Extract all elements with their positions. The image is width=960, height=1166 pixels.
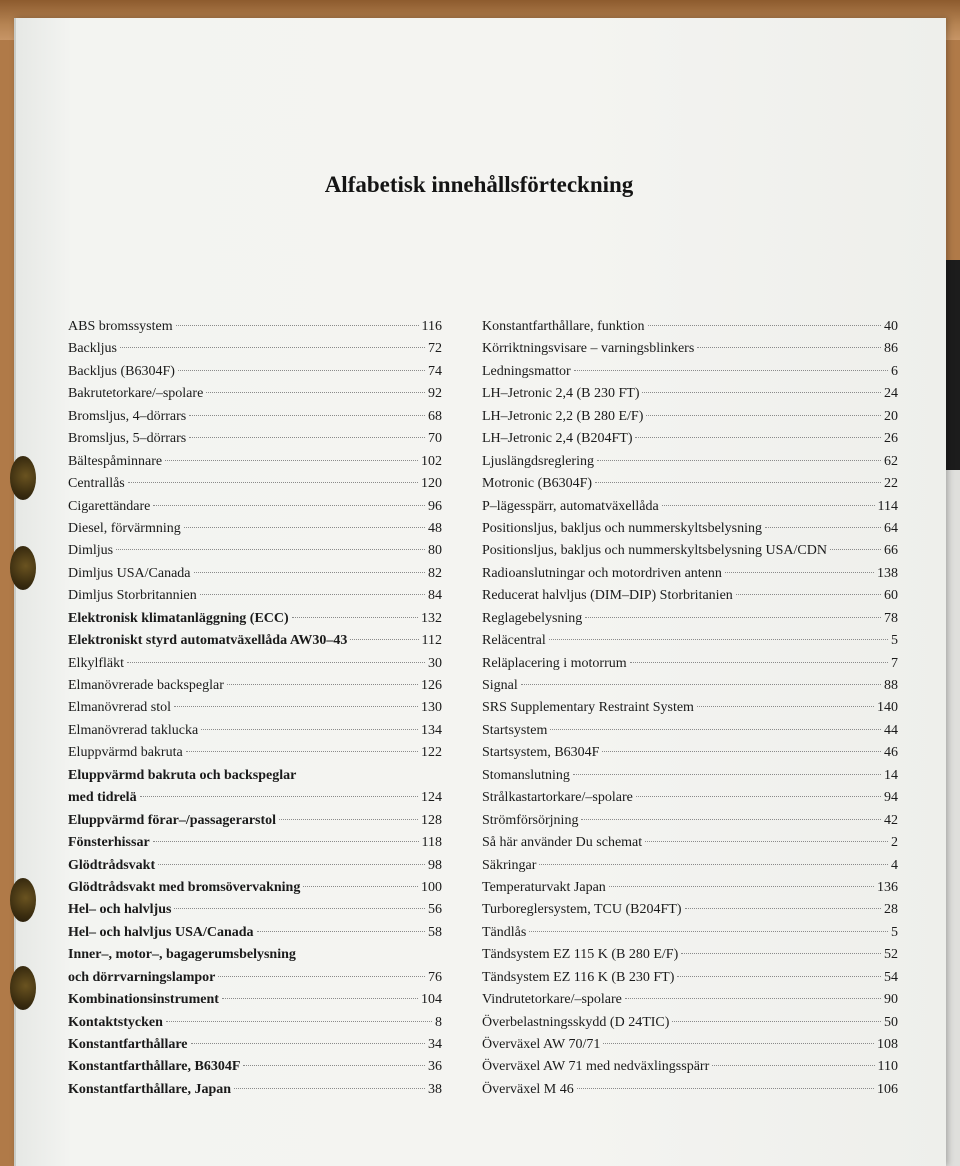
index-entry — [482, 832, 898, 854]
index-entry-label: Bältespåminnare — [68, 453, 163, 469]
dot-leader — [529, 931, 888, 932]
index-entry — [68, 989, 442, 1011]
index-entry — [482, 787, 898, 809]
index-entry-label: Turboreglersystem, TCU (B204FT) — [482, 902, 682, 918]
index-entry-label: Elektronisk klimatanläggning (ECC) — [68, 610, 289, 626]
index-entry — [482, 473, 898, 495]
dot-leader — [574, 370, 888, 371]
index-entry-label: Tändlås — [482, 924, 527, 940]
index-entry-page-number: 112 — [421, 633, 442, 649]
dot-leader — [642, 392, 881, 393]
index-entry-label: Reducerat halvljus (DIM–DIP) Storbritanien — [482, 588, 733, 604]
index-entry-page-number: 60 — [884, 588, 898, 604]
index-entry-label: Konstantfarthållare, funktion — [482, 319, 645, 334]
dot-leader — [630, 662, 888, 663]
index-entry — [68, 496, 442, 518]
index-entry-page-number: 44 — [884, 722, 898, 738]
index-entry — [482, 742, 898, 764]
dot-leader — [174, 908, 425, 909]
index-entry-page-number: 28 — [884, 902, 898, 918]
index-entry-page-number: 6 — [891, 363, 898, 379]
index-column-right — [482, 316, 898, 1101]
binder-ring-hole — [10, 546, 36, 590]
index-entry-page-number: 116 — [421, 319, 442, 334]
dot-leader — [602, 751, 881, 752]
dot-leader — [194, 572, 426, 573]
index-entry-page-number: 138 — [877, 565, 898, 581]
index-entry-page-number: 70 — [428, 431, 442, 447]
dot-leader — [153, 505, 425, 506]
index-entry-page-number: 140 — [877, 700, 898, 716]
dot-leader — [303, 886, 418, 887]
binder-ring-hole — [10, 456, 36, 500]
index-entry-label: Bromsljus, 5–dörrars — [68, 431, 187, 447]
index-entry-label: LH–Jetronic 2,4 (B204FT) — [482, 431, 633, 447]
index-entry-label: Reläcentral — [482, 633, 546, 649]
dot-leader — [227, 684, 418, 685]
dot-leader — [176, 325, 419, 326]
index-entry-label: Motronic (B6304F) — [482, 476, 593, 492]
index-entry — [68, 787, 442, 809]
page-title: Alfabetisk innehållsförteckning — [324, 172, 634, 197]
index-entry-label: Konstantfarthållare — [68, 1037, 188, 1052]
index-entry-page-number: 92 — [428, 386, 442, 402]
dot-leader — [581, 819, 881, 820]
index-entry-label: Konstantfarthållare, B6304F — [68, 1059, 241, 1075]
index-entry-label: Hel– och halvljus — [68, 902, 172, 918]
index-entry-page-number: 40 — [884, 319, 898, 334]
index-entry-label: Överbelastningsskydd (D 24TIC) — [482, 1014, 670, 1030]
dot-leader — [550, 729, 881, 730]
index-entry-label: Elmanövrerad taklucka — [68, 722, 199, 738]
dot-leader — [765, 527, 881, 528]
index-entry-label: ABS bromssystem — [68, 319, 173, 334]
index-entry-page-number: 24 — [884, 386, 898, 402]
dot-leader — [595, 482, 881, 483]
dot-leader — [350, 639, 418, 640]
index-entry — [68, 316, 442, 338]
index-entry-label: LH–Jetronic 2,4 (B 230 FT) — [482, 386, 640, 402]
dot-leader — [585, 617, 881, 618]
index-entry-page-number: 108 — [877, 1037, 898, 1052]
dot-leader — [174, 706, 418, 707]
dot-leader — [189, 437, 425, 438]
dot-leader — [685, 908, 882, 909]
index-entry — [482, 1056, 898, 1078]
index-entry-label: Inner–, motor–, bagagerumsbelysning — [68, 947, 296, 963]
binder-ring-hole — [10, 878, 36, 922]
index-entry-page-number: 120 — [421, 476, 442, 492]
index-entry-page-number: 68 — [428, 408, 442, 424]
index-entry-page-number: 110 — [877, 1059, 898, 1075]
index-entry-label: P–lägesspärr, automatväxellåda — [482, 498, 659, 514]
index-entry — [68, 922, 442, 944]
index-entry — [68, 832, 442, 854]
index-entry — [68, 877, 442, 899]
index-entry-label: Eluppvärmd förar–/passagerarstol — [68, 812, 277, 828]
index-entry — [482, 765, 898, 787]
index-entry-label: Elmanövrerade backspeglar — [68, 678, 224, 693]
index-entry — [482, 720, 898, 742]
index-entry-page-number: 106 — [877, 1081, 898, 1097]
index-column-left — [68, 316, 442, 1101]
index-entry-page-number: 30 — [428, 655, 442, 671]
index-entry-label: Tändsystem EZ 115 K (B 280 E/F) — [482, 947, 679, 963]
dot-leader — [128, 482, 418, 483]
index-entry-label: Bromsljus, 4–dörrars — [68, 408, 187, 424]
index-entry-page-number: 132 — [421, 610, 442, 626]
index-entry-label: Backljus (B6304F) — [68, 363, 175, 379]
index-entry-page-number: 114 — [877, 498, 898, 514]
index-entry-page-number: 48 — [428, 520, 442, 536]
index-entry-page-number: 56 — [428, 902, 442, 918]
dot-leader — [736, 594, 881, 595]
dot-leader — [184, 527, 425, 528]
index-entry-label: Fönsterhissar — [68, 835, 150, 851]
index-entry-page-number: 34 — [428, 1037, 442, 1052]
index-entry-label: Dimljus — [68, 543, 114, 559]
index-entry — [482, 855, 898, 877]
index-entry-label: Elmanövrerad stol — [68, 700, 172, 716]
dot-leader — [178, 370, 425, 371]
index-entry-label: Eluppvärmd bakruta — [68, 745, 183, 761]
dot-leader — [191, 1043, 425, 1044]
index-entry — [68, 697, 442, 719]
dot-leader — [257, 931, 425, 932]
dot-leader — [677, 976, 881, 977]
index-entry-page-number: 100 — [421, 879, 442, 895]
index-entry-page-number: 118 — [421, 835, 442, 851]
index-entry — [68, 630, 442, 652]
dot-leader — [116, 549, 425, 550]
index-entry-page-number: 84 — [428, 588, 442, 604]
index-entry-page-number: 58 — [428, 924, 442, 940]
index-entry-label: Signal — [482, 678, 518, 693]
index-entry-page-number: 42 — [884, 812, 898, 828]
index-entry — [68, 585, 442, 607]
index-entry-label: Kombinationsinstrument — [68, 992, 219, 1008]
index-entry-page-number: 4 — [891, 857, 898, 873]
dot-leader — [625, 998, 881, 999]
index-entry-label: Kontaktstycken — [68, 1014, 163, 1030]
index-entry — [68, 720, 442, 742]
index-entry-label: och dörrvarningslampor — [68, 969, 216, 985]
index-entry-label: Vindrutetorkare/–spolare — [482, 992, 622, 1008]
index-entry — [482, 989, 898, 1011]
index-entry — [68, 518, 442, 540]
index-entry-page-number: 72 — [428, 341, 442, 357]
index-entry-page-number: 8 — [435, 1014, 442, 1030]
index-entry-page-number: 50 — [884, 1014, 898, 1030]
index-entry — [482, 338, 898, 360]
index-entry-page-number: 52 — [884, 947, 898, 963]
index-entry-label: Glödtrådsvakt — [68, 857, 156, 873]
index-entry-page-number: 96 — [428, 498, 442, 514]
index-entry — [482, 316, 898, 338]
index-entry — [482, 496, 898, 518]
index-entry-label: Överväxel AW 71 med nedväxlingsspärr — [482, 1059, 710, 1075]
index-entry-page-number: 54 — [884, 969, 898, 985]
index-entry-page-number: 74 — [428, 363, 442, 379]
index-entry-page-number: 46 — [884, 745, 898, 761]
index-entry-label: Körriktningsvisare – varningsblinkers — [482, 341, 695, 357]
dot-leader — [648, 325, 881, 326]
index-entry — [482, 653, 898, 675]
index-entry-page-number: 102 — [421, 453, 442, 469]
index-entry-label: Diesel, förvärmning — [68, 520, 181, 536]
index-entry-page-number: 136 — [877, 879, 898, 895]
index-entry-page-number: 62 — [884, 453, 898, 469]
index-entry — [68, 855, 442, 877]
index-entry-label: Reläplacering i motorrum — [482, 655, 627, 671]
index-entry — [68, 1056, 442, 1078]
index-entry-page-number: 14 — [884, 767, 898, 783]
index-entry-label: Eluppvärmd bakruta och backspeglar — [68, 767, 297, 783]
index-entry — [68, 1012, 442, 1034]
index-entry-label: med tidrelä — [68, 790, 137, 806]
index-entry — [482, 608, 898, 630]
dot-leader — [697, 706, 874, 707]
dot-leader — [646, 415, 881, 416]
index-entry — [482, 630, 898, 652]
index-entry — [68, 742, 442, 764]
index-entry — [482, 1079, 898, 1101]
index-entry-page-number: 7 — [891, 655, 898, 671]
index-entry — [68, 451, 442, 473]
dot-leader — [635, 437, 881, 438]
index-entry-page-number: 86 — [884, 341, 898, 357]
dot-leader — [127, 662, 425, 663]
index-entry — [68, 563, 442, 585]
dot-leader — [200, 594, 425, 595]
index-entry-page-number: 22 — [884, 476, 898, 492]
index-entry — [482, 406, 898, 428]
index-entry-page-number: 5 — [891, 924, 898, 940]
index-entry-label: Stomanslutning — [482, 767, 570, 783]
index-entry-page-number: 76 — [428, 969, 442, 985]
dot-leader — [292, 617, 418, 618]
dot-leader — [609, 886, 874, 887]
index-entry-label: Startsystem — [482, 722, 548, 738]
index-entry — [68, 1079, 442, 1101]
dot-leader — [166, 1021, 432, 1022]
index-entry-page-number: 90 — [884, 992, 898, 1008]
index-entry — [482, 585, 898, 607]
index-entry — [482, 518, 898, 540]
index-entry — [482, 383, 898, 405]
dot-leader — [186, 751, 418, 752]
dot-leader — [120, 347, 425, 348]
index-entry-page-number: 128 — [421, 812, 442, 828]
dot-leader — [140, 796, 418, 797]
index-entry-page-number: 82 — [428, 565, 442, 581]
index-entry — [482, 451, 898, 473]
dot-leader — [573, 774, 881, 775]
index-entry-page-number: 64 — [884, 520, 898, 536]
dot-leader — [603, 1043, 874, 1044]
index-entry-page-number: 5 — [891, 633, 898, 649]
index-entry-label: Centrallås — [68, 476, 125, 492]
dot-leader — [830, 549, 881, 550]
index-entry — [482, 540, 898, 562]
dot-leader — [201, 729, 418, 730]
index-entry-page-number: 126 — [421, 678, 442, 693]
dot-leader — [222, 998, 418, 999]
dot-leader — [662, 505, 875, 506]
index-entry-label: Dimljus Storbritannien — [68, 588, 197, 604]
index-entry-page-number: 38 — [428, 1081, 442, 1097]
dot-leader — [636, 796, 881, 797]
index-entry-label: Startsystem, B6304F — [482, 745, 600, 761]
index-entry — [482, 675, 898, 697]
index-entry-label: Överväxel M 46 — [482, 1081, 574, 1097]
index-entry — [68, 540, 442, 562]
index-entry-page-number: 134 — [421, 722, 442, 738]
index-entry — [68, 406, 442, 428]
index-entry-label: Bakrutetorkare/–spolare — [68, 386, 204, 402]
index-entry-page-number: 78 — [884, 610, 898, 626]
index-entry-label: Hel– och halvljus USA/Canada — [68, 924, 254, 940]
index-entry — [482, 428, 898, 450]
index-entry — [68, 810, 442, 832]
index-entry-label: Överväxel AW 70/71 — [482, 1037, 601, 1052]
dot-leader — [681, 953, 881, 954]
index-entry-label: Tändsystem EZ 116 K (B 230 FT) — [482, 969, 675, 985]
index-entry-label: Ljuslängdsreglering — [482, 453, 594, 469]
dot-leader — [158, 864, 425, 865]
index-entry-page-number: 80 — [428, 543, 442, 559]
dot-leader — [725, 572, 874, 573]
index-entry-label: Dimljus USA/Canada — [68, 565, 191, 581]
index-entry-label: Radioanslutningar och motordriven antenn — [482, 565, 722, 581]
index-entry — [482, 967, 898, 989]
index-entry-label: Säkringar — [482, 857, 537, 873]
index-entry-label: Strömförsörjning — [482, 812, 579, 828]
index-entry-label: LH–Jetronic 2,2 (B 280 E/F) — [482, 408, 644, 424]
index-entry-label: Elkylfläkt — [68, 655, 124, 671]
dot-leader — [218, 976, 425, 977]
dot-leader — [189, 415, 425, 416]
index-entry-page-number: 130 — [421, 700, 442, 716]
index-entry-label: Positionsljus, bakljus och nummerskyltsbelysning USA/CDN — [482, 543, 827, 559]
index-entry-label: Ledningsmattor — [482, 363, 571, 379]
index-entry-page-number: 66 — [884, 543, 898, 559]
dot-leader — [645, 841, 888, 842]
index-entry-label: Konstantfarthållare, Japan — [68, 1081, 232, 1097]
index-entry-page-number: 2 — [891, 835, 898, 851]
index-entry-page-number: 124 — [421, 790, 442, 806]
index-entry-label: Elektroniskt styrd automatväxellåda AW30–43 — [68, 633, 348, 649]
index-entry — [482, 361, 898, 383]
dot-leader — [521, 684, 881, 685]
index-entry — [482, 810, 898, 832]
dot-leader — [549, 639, 888, 640]
index-entry-page-number: 88 — [884, 678, 898, 693]
index-entry-label: Cigarettändare — [68, 498, 151, 514]
index-entry-label: SRS Supplementary Restraint System — [482, 700, 694, 716]
index-entry-page-number: 104 — [421, 992, 442, 1008]
dot-leader — [712, 1065, 874, 1066]
index-entry-label: Temperaturvakt Japan — [482, 879, 606, 895]
dot-leader — [153, 841, 419, 842]
dot-leader — [697, 347, 881, 348]
index-entry — [68, 608, 442, 630]
dot-leader — [165, 460, 418, 461]
index-entry — [68, 675, 442, 697]
index-entry-page-number: 20 — [884, 408, 898, 424]
dot-leader — [234, 1088, 425, 1089]
dot-leader — [577, 1088, 874, 1089]
index-entry-page-number: 26 — [884, 431, 898, 447]
index-entry-page-number: 94 — [884, 790, 898, 806]
index-entry — [68, 338, 442, 360]
index-entry — [482, 899, 898, 921]
index-entry — [68, 967, 442, 989]
dot-leader — [539, 864, 888, 865]
index-entry — [68, 765, 442, 787]
index-entry — [482, 944, 898, 966]
index-entry — [68, 428, 442, 450]
index-entry — [482, 1012, 898, 1034]
index-entry — [482, 697, 898, 719]
dot-leader — [279, 819, 418, 820]
index-entry — [482, 877, 898, 899]
dot-leader — [672, 1021, 881, 1022]
index-entry — [68, 383, 442, 405]
dot-leader — [243, 1065, 425, 1066]
index-entry — [68, 1034, 442, 1056]
dot-leader — [206, 392, 425, 393]
index-entry — [68, 473, 442, 495]
index-entry-label: Backljus — [68, 341, 117, 357]
dot-leader — [597, 460, 881, 461]
index-entry — [482, 563, 898, 585]
index-entry — [482, 922, 898, 944]
index-entry — [68, 899, 442, 921]
index-entry — [482, 1034, 898, 1056]
index-entry-label: Så här använder Du schemat — [482, 835, 643, 851]
index-entry — [68, 944, 442, 966]
index-entry-page-number: 98 — [428, 857, 442, 873]
binder-ring-hole — [10, 966, 36, 1010]
index-entry-label: Positionsljus, bakljus och nummerskyltsbelysning — [482, 520, 763, 536]
index-entry-page-number: 36 — [428, 1059, 442, 1075]
index-entry-label: Strålkastartorkare/–spolare — [482, 790, 633, 806]
index-entry — [68, 653, 442, 675]
index-entry-page-number: 122 — [421, 745, 442, 761]
index-entry-label: Glödtrådsvakt med bromsövervakning — [68, 879, 301, 895]
index-entry-label: Reglagebelysning — [482, 610, 583, 626]
index-entry — [68, 361, 442, 383]
